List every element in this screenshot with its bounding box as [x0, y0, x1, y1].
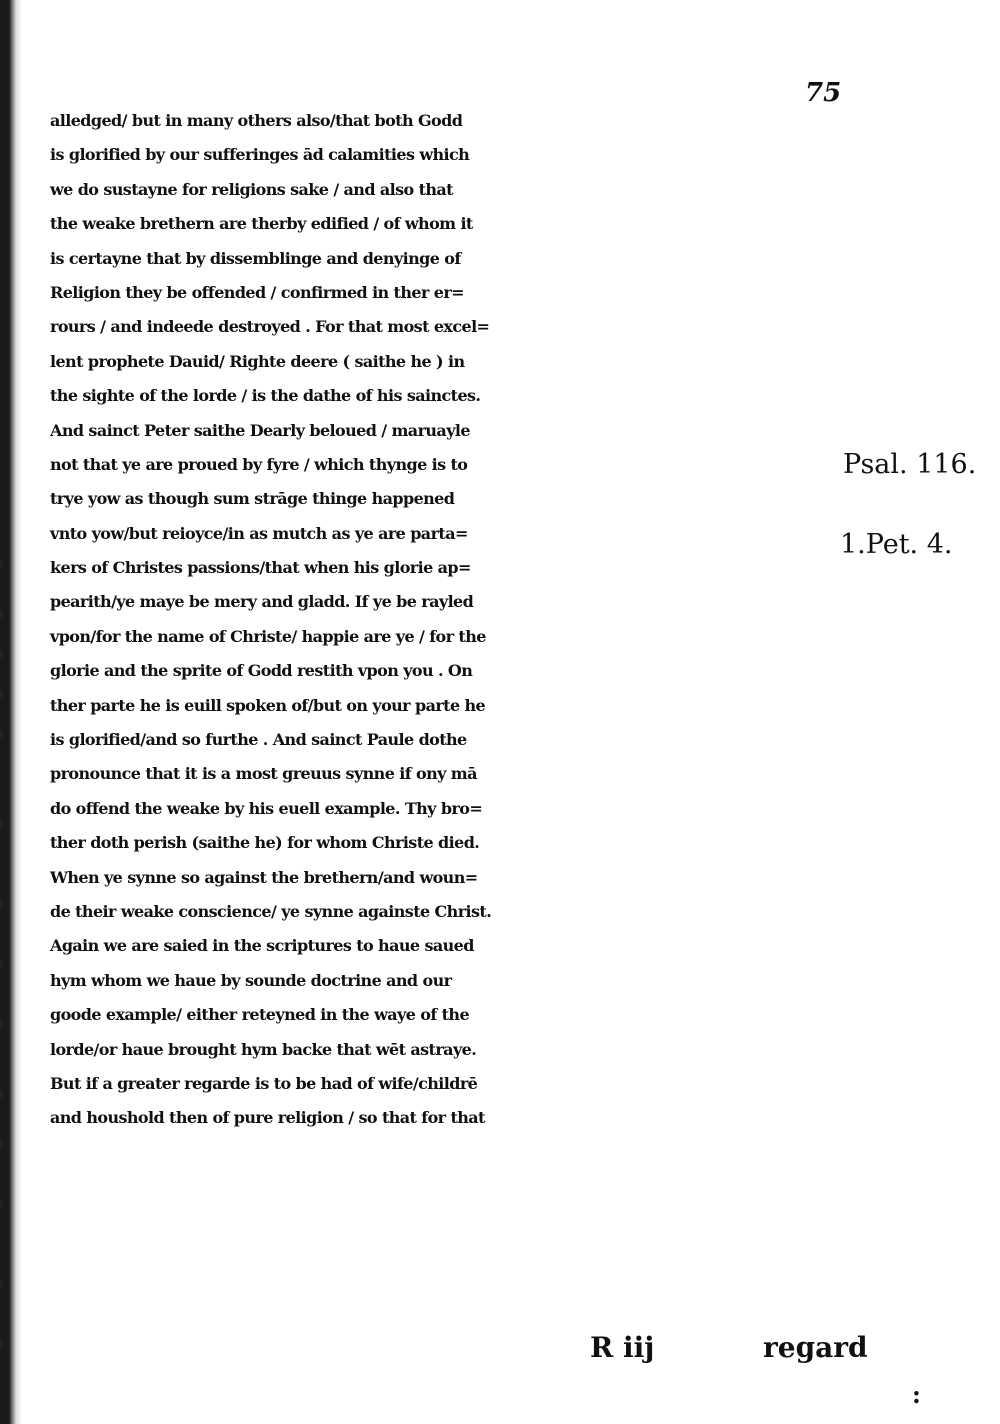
- text-line: do offend the weake by his euell example. Thy bro=: [50, 798, 483, 818]
- text-line: goode example/ either reteyned in the waye of the: [50, 1005, 470, 1025]
- text-line: pearith/ye maye be mery and gladd. If ye be rayled: [50, 592, 474, 612]
- margin-note-psalm: Psal. 116.: [843, 449, 977, 480]
- text-line: and houshold then of pure religion / so that for that: [50, 1108, 485, 1128]
- text-line: is glorified by our sufferinges ād calamities which: [50, 145, 470, 165]
- text-line: glorie and the sprite of Godd restith vpon you . On: [50, 661, 473, 681]
- text-line: When ye synne so against the brethern/and woun=: [50, 867, 478, 887]
- text-line: trye yow as though sum strāge thinge happened: [50, 489, 455, 509]
- text-line: lorde/or haue brought hym backe that wēt astraye.: [50, 1039, 477, 1059]
- page-number: 75: [805, 78, 842, 108]
- margin-note-peter: 1.Pet. 4.: [840, 529, 953, 560]
- page-edge-marks: [0, 0, 6, 1424]
- body-text: [50, 104, 850, 1136]
- text-line: the sighte of the lorde / is the dathe of his sainctes.: [50, 386, 481, 406]
- signature-mark: R iij: [590, 1331, 655, 1364]
- text-line: Religion they be offended / confirmed in ther er=: [50, 282, 464, 302]
- catchline: [50, 1330, 868, 1366]
- text-line: Again we are saied in the scriptures to haue saued: [50, 936, 474, 956]
- text-line: rours / and indeede destroyed . For that most excel=: [50, 317, 490, 337]
- stray-ink-mark: :: [912, 1380, 921, 1409]
- text-line: not that ye are proued by fyre / which thynge is to: [50, 454, 468, 474]
- text-line: And sainct Peter saithe Dearly beloued / maruayle: [50, 420, 470, 440]
- text-line: vpon/for the name of Christe/ happie are ye / for the: [50, 626, 486, 646]
- text-line: lent prophete Dauid/ Righte deere ( saithe he ) in: [50, 351, 465, 371]
- text-line: de their weake conscience/ ye synne againste Christ.: [50, 901, 492, 921]
- text-line: is certayne that by dissemblinge and denyinge of: [50, 248, 461, 268]
- text-line: ther parte he is euill spoken of/but on your parte he: [50, 695, 486, 715]
- text-line: But if a greater regarde is to be had of wife/childrē: [50, 1073, 478, 1093]
- text-line: we do sustayne for religions sake / and also that: [50, 179, 453, 199]
- text-line: ther doth perish (saithe he) for whom Christe died.: [50, 833, 480, 853]
- text-line: the weake brethern are therby edified / of whom it: [50, 214, 473, 234]
- text-line: alledged/ but in many others also/that both Godd: [50, 111, 463, 130]
- text-line: is glorified/and so furthe . And sainct Paule dothe: [50, 730, 467, 750]
- text-line: pronounce that it is a most greuus synne if ony mā: [50, 764, 477, 784]
- text-line: kers of Christes passions/that when his glorie ap=: [50, 558, 471, 578]
- text-line: vnto yow/but reioyce/in as mutch as ye are parta=: [50, 523, 468, 543]
- catchword: regard: [763, 1331, 868, 1364]
- text-line: hym whom we haue by sounde doctrine and our: [50, 970, 452, 990]
